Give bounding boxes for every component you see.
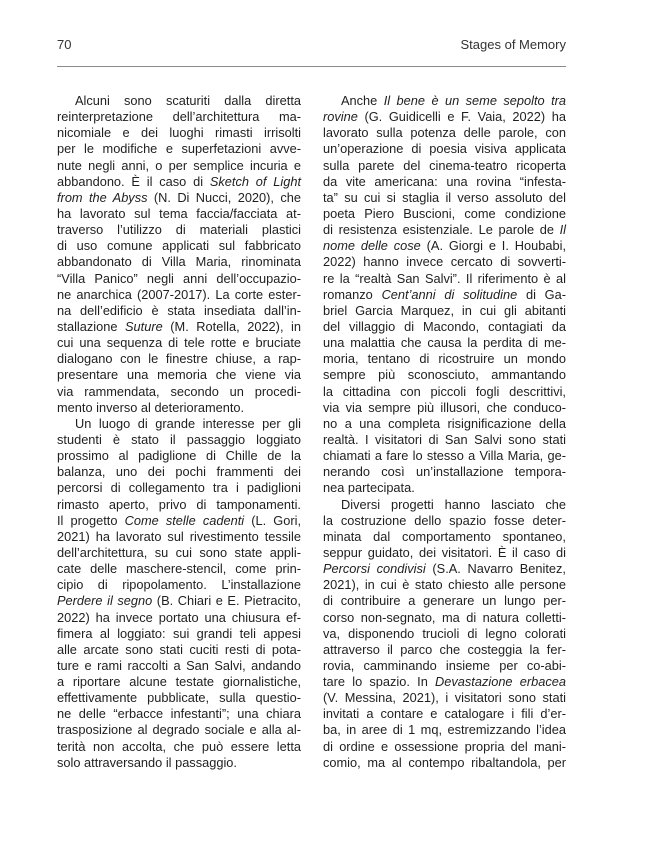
italic-title: Come stelle cadenti	[124, 512, 245, 528]
text-run: nicomiale e dei luoghi rimasti irrisolti	[57, 125, 301, 141]
text-line	[57, 271, 301, 287]
text-run: moria, tentano di ricostruire un mondo	[323, 351, 566, 367]
text-run: (L. Gori,	[244, 512, 302, 528]
text-line	[323, 287, 566, 303]
text-run: traverso l’utilizzo di materiali plastici	[57, 222, 301, 238]
text-run: seppur guidato, dei visitatori. È il caso di	[323, 544, 566, 560]
text-run: nerando così un’installazione tempora-	[323, 464, 566, 480]
text-run: via via sempre più illusori, che conduco-	[323, 399, 566, 415]
text-run: effettivamente pubblicate, sulla questio-	[57, 690, 301, 706]
text-run: di resistenza esistenziale. Le parole de	[323, 222, 560, 238]
text-run: Anche	[341, 93, 384, 108]
text-run: Alcuni sono scaturiti dalla diretta	[75, 93, 301, 108]
paragraph	[323, 497, 566, 771]
text-run: rovia, camminando insieme per co-abi-	[323, 657, 566, 673]
text-line	[323, 254, 566, 270]
text-line	[57, 287, 301, 303]
italic-title: Suture	[125, 318, 163, 334]
text-run: Il progetto	[57, 512, 125, 528]
text-line	[57, 125, 301, 141]
text-run: nea partecipata.	[323, 480, 415, 496]
text-run: ba, in aree di 1 mq, estremizzando l’idea	[323, 722, 566, 738]
text-run: balanza, uno dei pochi frammenti dei	[57, 464, 301, 480]
text-run: realtà. I visitatori di San Salvi sono stati	[323, 431, 566, 447]
text-line	[323, 480, 566, 496]
text-run: mento inverso al deterioramento.	[57, 399, 245, 415]
text-line	[57, 335, 301, 351]
text-line	[323, 384, 566, 400]
text-line	[57, 755, 301, 771]
text-run: attraverso il parco che costeggia la fer-	[323, 641, 566, 657]
text-run: solo attraversando il passaggio.	[57, 754, 237, 770]
text-run: 2022) ha invece portato una chiusura ef-	[57, 609, 301, 625]
text-line	[323, 722, 566, 738]
text-line	[57, 626, 301, 642]
text-line	[323, 464, 566, 480]
italic-title: Devastazione erbacea	[435, 674, 566, 690]
text-run: da vite americana: una rovina “infesta-	[323, 173, 566, 189]
text-run: una malattia che causa la perdita di me-	[323, 335, 566, 351]
text-line	[323, 706, 566, 722]
text-line	[323, 755, 566, 771]
text-run: per le modifiche e superfetazioni avve-	[57, 141, 301, 157]
text-run: a riportare alcune testate giornalistiche,	[57, 674, 301, 690]
text-line	[323, 351, 566, 367]
text-run: ha lavorato sul tema faccia/facciata at-	[57, 205, 301, 221]
text-line	[323, 626, 566, 642]
text-line	[323, 400, 566, 416]
text-run: stallazione	[57, 318, 126, 334]
text-run: va, disponendo trucioli di legno colorati	[323, 625, 566, 641]
text-line	[57, 174, 301, 190]
text-run: di ordine e ossessione propria del mani-	[323, 738, 566, 754]
text-run: ne delle “erbacce infestanti”; una chiara	[57, 706, 301, 722]
text-run: di uso comune applicati sul fabbricato	[57, 238, 301, 254]
text-line	[57, 497, 301, 513]
text-run: tare lo spazio. In	[323, 674, 436, 690]
text-line	[323, 125, 566, 141]
text-run: prossimo al padiglione di Chille de la	[57, 448, 301, 464]
text-run: abbandonato di Villa Maria, rinominata	[57, 254, 301, 270]
paragraph	[57, 416, 301, 771]
text-line	[323, 577, 566, 593]
text-line	[57, 658, 301, 674]
page-number: 70	[57, 37, 72, 52]
italic-title: Il	[559, 222, 566, 238]
text-run: percorsi di collegamento tra i padiglioni	[57, 480, 301, 496]
header-rule	[57, 66, 566, 67]
text-line	[323, 335, 566, 351]
italic-title: Il bene è un seme sepolto tra	[383, 93, 566, 108]
text-run: sulla parete del cinema-teatro ricoperta	[323, 157, 566, 173]
text-run: cipio di ripopolamento. L’installazione	[57, 577, 301, 593]
text-line	[323, 206, 566, 222]
text-run: del villaggio di Macondo, contagiati da	[323, 318, 566, 334]
text-line	[323, 141, 566, 157]
text-run: briel Garcia Marquez, in cui gli abitanti	[323, 302, 566, 318]
text-run: 2021) ha lavorato sul rivestimento tessile	[57, 528, 301, 544]
text-run: minata dal comportamento spontaneo,	[323, 528, 566, 544]
text-line	[57, 158, 301, 174]
text-line	[323, 190, 566, 206]
text-line	[323, 739, 566, 755]
text-line	[323, 593, 566, 609]
text-line	[57, 206, 301, 222]
text-line	[323, 690, 566, 706]
text-run: la cittadina con piccoli fogli descrittivi,	[323, 383, 566, 399]
text-run: “Villa Panico” negli anni dell’occupazio-	[57, 270, 301, 286]
text-line	[57, 464, 301, 480]
text-run: di Ga-	[517, 286, 567, 302]
text-line	[57, 674, 301, 690]
text-line	[323, 529, 566, 545]
text-line	[323, 513, 566, 529]
text-line	[323, 448, 566, 464]
text-line	[57, 93, 301, 109]
text-run: (M. Rotella, 2022), in	[162, 318, 301, 334]
text-line	[57, 561, 301, 577]
text-run: Diversi progetti hanno lasciato che	[341, 496, 566, 512]
text-line	[323, 416, 566, 432]
text-line	[323, 303, 566, 319]
text-run: chiamati a fare lo stesso a Villa Maria, ge-	[323, 448, 566, 464]
text-run: Un luogo di grande interesse per gli	[75, 415, 301, 431]
text-line	[323, 674, 566, 690]
text-line	[323, 367, 566, 383]
text-run: la costruzione dello spazio fosse deter-	[323, 512, 566, 528]
text-run: invitati a contare e catalogare i fili d’er-	[323, 706, 566, 722]
text-run: ne anarchica (2007-2017). La corte ester-	[57, 286, 301, 302]
text-run: dell’architettura, su cui sono state appli-	[57, 544, 301, 560]
italic-title: from the Abyss	[57, 189, 148, 205]
text-line	[323, 93, 566, 109]
text-run: abbandono. È il caso di	[57, 173, 210, 189]
text-line	[57, 400, 301, 416]
right-column	[323, 93, 566, 771]
text-line	[57, 190, 301, 206]
text-run: 2021), in cui è stato chiesto alle persone	[323, 577, 566, 593]
text-run: rimasto aperto, privo di tamponamenti.	[57, 496, 301, 512]
text-line	[323, 271, 566, 287]
text-line	[57, 545, 301, 561]
text-run: (B. Chiari e E. Pietracito,	[152, 593, 301, 609]
italic-title: rovine	[323, 109, 358, 125]
text-line	[323, 319, 566, 335]
text-line	[57, 706, 301, 722]
text-run: fimera al loggiato: sui grandi teli appesi	[57, 625, 301, 641]
text-run: re la “realtà San Salvi”. Il riferimento è al	[323, 270, 566, 286]
text-run: sempre più sconosciuto, ammantando	[323, 367, 566, 383]
text-run: terità non accolta, che può essere letta	[57, 738, 301, 754]
text-line	[57, 238, 301, 254]
text-run: presentare una memoria che viene via	[57, 367, 301, 383]
text-line	[57, 141, 301, 157]
text-line	[57, 303, 301, 319]
text-run: (S.A. Navarro Benitez,	[425, 561, 566, 577]
text-run: poeta Piero Buscioni, come condizione	[323, 205, 566, 221]
italic-title: Cent’anni di solitudine	[381, 286, 518, 302]
text-line	[57, 610, 301, 626]
text-run: dialogano con le finestre chiuse, a rap-	[57, 351, 301, 367]
italic-title: Percorsi condivisi	[323, 561, 426, 577]
text-run: ture e rami raccolti a San Salvi, andando	[57, 657, 301, 673]
text-line	[57, 319, 301, 335]
text-run: cate delle maschere-stencil, come prin-	[57, 561, 301, 577]
text-line	[57, 109, 301, 125]
text-line	[57, 384, 301, 400]
text-line	[323, 642, 566, 658]
text-line	[57, 513, 301, 529]
text-line	[323, 238, 566, 254]
text-line	[57, 690, 301, 706]
text-line	[323, 222, 566, 238]
text-run: no a una completa risignificazione della	[323, 415, 566, 431]
text-line	[323, 658, 566, 674]
text-run: (G. Guidicelli e F. Vaia, 2022) ha	[357, 109, 566, 125]
text-run: nute negli anni, o per semplice incuria e	[57, 157, 301, 173]
text-run: romanzo	[323, 286, 382, 302]
text-run: na dell’edificio è stata insediata dall’in-	[57, 302, 301, 318]
text-line	[57, 642, 301, 658]
text-run: ta” su cui si staglia il verso assoluto del	[323, 189, 566, 205]
text-run: un’operazione di poesia visiva applicata	[323, 141, 566, 157]
text-run: studenti è stato il passaggio loggiato	[57, 431, 301, 447]
text-run: lavorato sulla potenza delle parole, con	[323, 125, 566, 141]
text-run: (V. Messina, 2021), i visitatori sono stati	[323, 690, 566, 706]
text-line	[323, 497, 566, 513]
running-header	[57, 36, 566, 54]
text-line	[323, 158, 566, 174]
paragraph	[323, 93, 566, 497]
text-run: trasposizione al degrado sociale e alla al-	[57, 722, 301, 738]
text-run: comio, ma al contempo ribaltandola, per	[323, 754, 566, 770]
text-line	[323, 561, 566, 577]
text-run: (N. Di Nucci, 2020), che	[147, 189, 301, 205]
italic-title: Perdere il segno	[57, 593, 153, 609]
text-line	[57, 432, 301, 448]
text-line	[57, 480, 301, 496]
paragraph	[57, 93, 301, 416]
text-run: alle arcate sono stati cuciti resti di pota-	[57, 641, 301, 657]
text-run: di contribuire a generare un lungo per-	[323, 593, 566, 609]
text-line	[57, 739, 301, 755]
text-run: reinterpretazione dell’architettura ma-	[57, 109, 301, 125]
left-column	[57, 93, 301, 771]
text-line	[57, 722, 301, 738]
text-line	[57, 416, 301, 432]
italic-title: nome delle cose	[323, 238, 421, 254]
text-run: corso non-segnato, ma di natura colletti-	[323, 609, 566, 625]
text-line	[57, 351, 301, 367]
italic-title: Sketch of Light	[209, 173, 301, 189]
text-run: cui una sequenza di tele rotte e bruciate	[57, 335, 301, 351]
text-run: 2022) hanno invece cercato di sovverti-	[323, 254, 566, 270]
text-line	[57, 577, 301, 593]
text-line	[57, 367, 301, 383]
text-line	[57, 254, 301, 270]
text-line	[323, 109, 566, 125]
text-line	[57, 593, 301, 609]
text-run: via rammendata, secondo un procedi-	[57, 383, 301, 399]
text-line	[323, 610, 566, 626]
running-title: Stages of Memory	[460, 37, 566, 52]
text-line	[323, 432, 566, 448]
text-line	[323, 174, 566, 190]
text-run: (A. Giorgi e I. Houbabi,	[420, 238, 566, 254]
text-line	[57, 529, 301, 545]
text-line	[57, 448, 301, 464]
text-line	[57, 222, 301, 238]
text-line	[323, 545, 566, 561]
